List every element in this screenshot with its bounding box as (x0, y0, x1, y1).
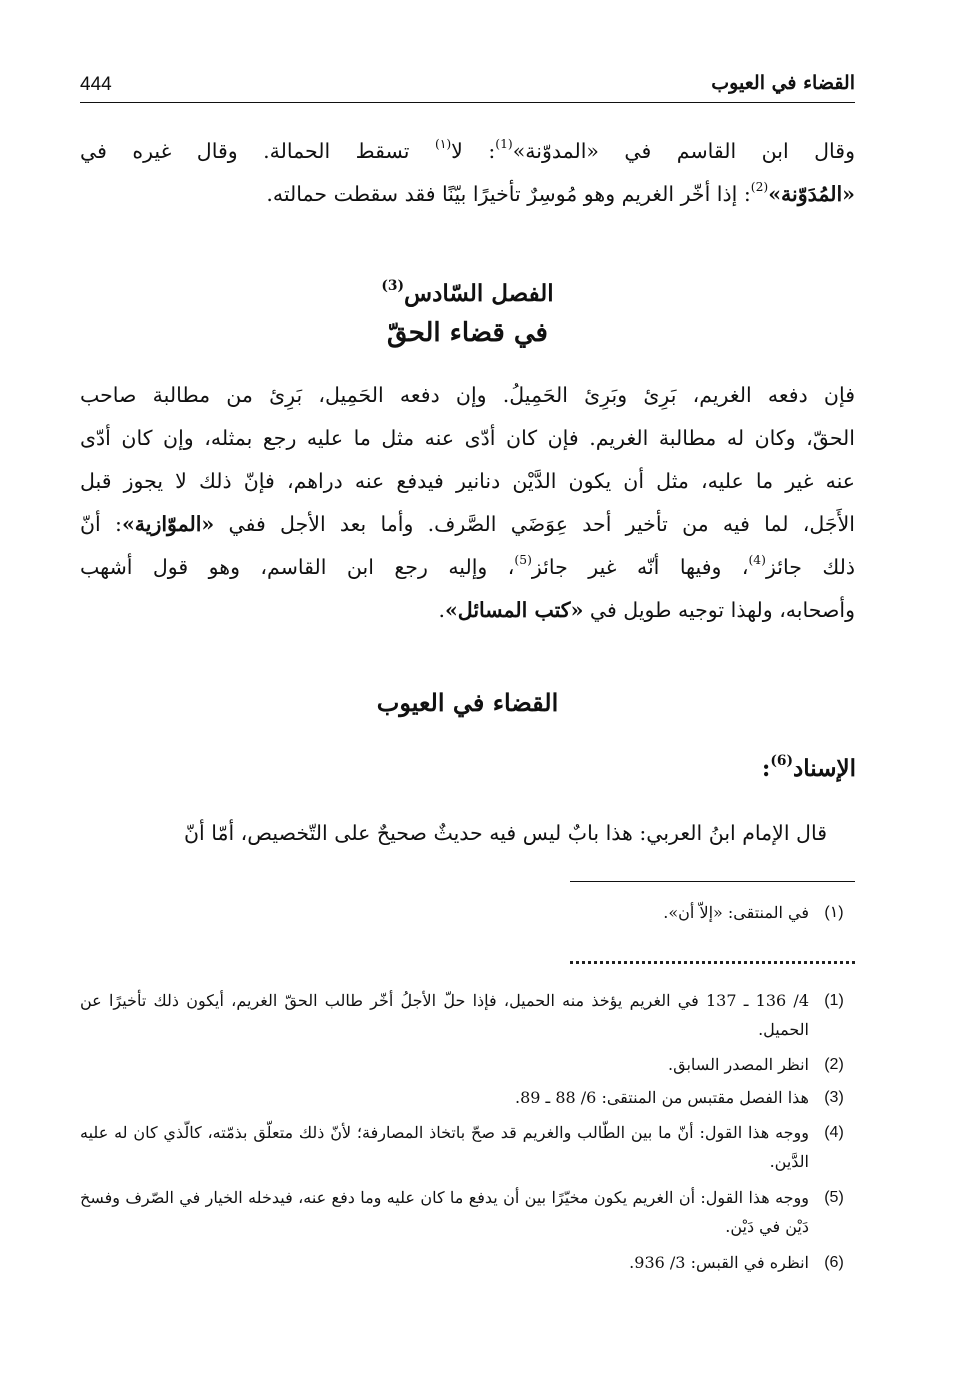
footnote-text: في المنتقى: «إلاّ أن». (663, 903, 809, 922)
footnote-text: 4/ 136 ـ 137 في الغريم يؤخذ منه الحميل، فإذا حلّ الأجلُ أخّر طالب الحقّ الغريم، أيكون ذلك تأخيرًا عن الحميل. (80, 991, 810, 1039)
intro-line-2: «المُدَوّنة»$^{(2)}$: إذا أخّر الغريم وهو مُوسِرٌ تأخيرًا بيّنًا فقد سقطت حمالته. (266, 180, 855, 206)
footnote-ref-4[interactable]: (4) (748, 553, 766, 568)
page-header (80, 70, 855, 103)
footnote-text: ووجه هذا القول: أنّ ما بين الطّالب والغريم قد صحّ باتخاذ المصارفة؛ لأنّ ذلك متعلّق بذمّته، كالّذي كان له عليه الدَّين. (80, 1123, 809, 1171)
body-line-1: فإن دفعه الغريم، بَرِئ وبَرِئ الحَمِيلُ. وإن دفعه الحَمِيل، بَرِئ من مطالبة صاحب (80, 383, 855, 407)
body-paragraph (80, 374, 855, 632)
footnote-ref-1[interactable]: (1) (495, 137, 513, 152)
footnote-dotted-separator (570, 961, 855, 964)
body-line-4: الأَجَل، لما فيه من تأخير أحد عِوَضَي الصَّرف. وأما بعد الأجل ففي «الموّازية»: أنّ (80, 512, 855, 536)
page-number: 444 (80, 74, 112, 95)
footnote-5 (80, 1183, 855, 1241)
chapter-heading: القضاء في العيوب (376, 688, 559, 717)
body-line-2: الحقّ، وكان له مطالبة الغريم. فإن كان أدّى عنه مثل ما عليه رجع بمثله، وإن كان أدّى (80, 426, 855, 450)
body-line-3: عنه غير ما عليه، مثل أن يكون الدَّيْن دنانير فيدفع عنه دراهم، فإنّ ذلك لا يجوز قبل (80, 469, 855, 493)
footnote-ref-5[interactable]: (5) (514, 553, 532, 568)
footnote-number: (3) (824, 1089, 844, 1106)
footnote-a (80, 898, 855, 927)
footnote-6 (80, 1248, 855, 1277)
footnote-number: (6) (824, 1254, 844, 1271)
imam-paragraph (80, 812, 855, 855)
intro-line-1: وقال ابن القاسم في «المدوّنة»$^{(1)}$: لا$^{(١)}$ تسقط الحمالة. وقال غيره في (80, 137, 855, 163)
section-title: في قضاء الحقّ (387, 318, 548, 348)
footnote-1 (80, 986, 855, 1044)
footnote-text: هذا الفصل مقتبس من المنتقى: 6/ 88 ـ 89. (515, 1088, 809, 1107)
footnote-number: (5) (824, 1189, 844, 1206)
footnote-text: انظره في القبس: 3/ 936. (629, 1253, 809, 1272)
imam-line: قال الإمام ابنُ العربي: هذا بابٌ ليس فيه حديثٌ صحيحٌ على التّخصيص، أمّا أنّ (183, 821, 827, 845)
footnote-separator (570, 881, 855, 882)
body-line-5: ذلك جائز$^{(4)}$، وفيها أنّه غير جائز$^{(5)}$، وإليه رجع ابن القاسم، وهو قول أشهب (80, 553, 855, 579)
footnote-3 (80, 1083, 855, 1112)
footnote-ref-a[interactable]: (١) (434, 137, 452, 152)
section-heading-fasl: الفصل السّادس$^{(3)}$ (381, 277, 554, 307)
intro-paragraph (80, 130, 855, 216)
footnote-number: (١) (824, 904, 844, 921)
footnote-text: ووجه هذا القول: أن الغريم يكون مخيّرًا بين أن يدفع ما كان عليه وما دفع عنه، فيدخله الخيار في الصّرف وفسخ دَيْن في دَيْن. (80, 1188, 809, 1236)
footnote-2 (80, 1050, 855, 1079)
footnote-number: (4) (824, 1124, 844, 1141)
footnote-number: (1) (824, 992, 844, 1009)
footnote-ref-2[interactable]: (2) (750, 180, 769, 195)
footnote-ref-6[interactable]: (6) (770, 752, 794, 769)
footnote-ref-3[interactable]: (3) (381, 277, 404, 294)
footnote-number: (2) (824, 1056, 844, 1073)
footnote-text: انظر المصدر السابق. (668, 1055, 809, 1074)
body-line-6: وأصحابه، ولهذا توجيه طويل في «كتب المسائل». (438, 598, 855, 622)
footnote-4 (80, 1118, 855, 1176)
isnad-heading: الإسناد$^{(6)}$: (761, 752, 856, 782)
running-title: القضاء في العيوب (711, 72, 855, 94)
